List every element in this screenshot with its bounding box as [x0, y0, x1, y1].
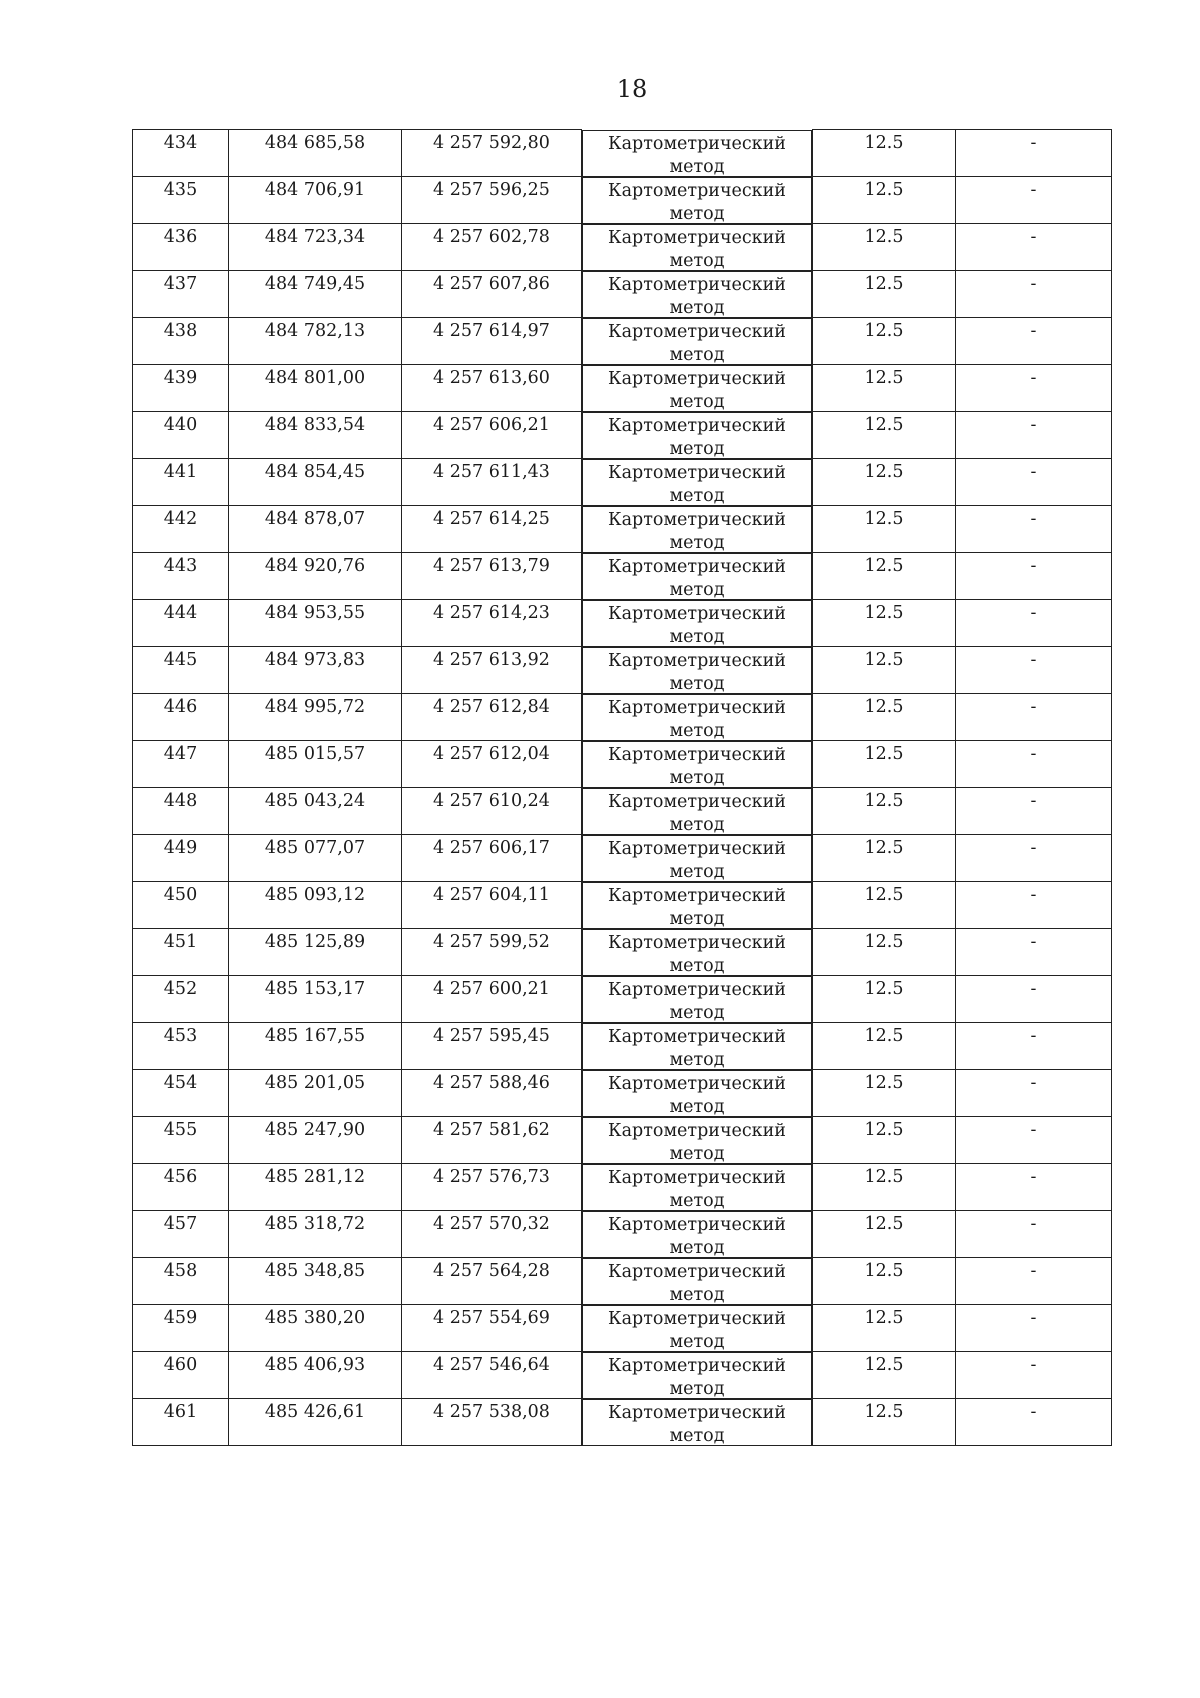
method-cell: Картометрический метод [582, 1399, 812, 1446]
method-cell: Картометрический метод [582, 976, 812, 1023]
x-coordinate-cell: 484 878,07 [229, 506, 402, 553]
method-cell: Картометрический метод [582, 1352, 812, 1399]
method-cell: Картометрический метод [582, 1211, 812, 1258]
x-coordinate-cell: 484 723,34 [229, 224, 402, 271]
y-coordinate-cell: 4 257 564,28 [402, 1258, 582, 1305]
accuracy-cell: 12.5 [813, 318, 956, 365]
table-row [133, 1352, 1112, 1399]
x-coordinate-cell: 485 043,24 [229, 788, 402, 835]
accuracy-cell: 12.5 [813, 1211, 956, 1258]
note-cell: - [956, 1399, 1112, 1446]
accuracy-cell: 12.5 [813, 553, 956, 600]
y-coordinate-cell: 4 257 581,62 [402, 1117, 582, 1164]
table-row [133, 741, 1112, 788]
y-coordinate-cell: 4 257 600,21 [402, 976, 582, 1023]
table-row [133, 506, 1112, 553]
note-cell: - [956, 1070, 1112, 1117]
method-cell: Картометрический метод [582, 224, 812, 271]
note-cell: - [956, 412, 1112, 459]
method-cell: Картометрический метод [582, 412, 812, 459]
accuracy-cell: 12.5 [813, 177, 956, 224]
x-coordinate-cell: 484 920,76 [229, 553, 402, 600]
note-cell: - [956, 506, 1112, 553]
method-cell: Картометрический метод [582, 647, 812, 694]
x-coordinate-cell: 485 318,72 [229, 1211, 402, 1258]
method-cell: Картометрический метод [582, 365, 812, 412]
point-number-cell: 453 [133, 1023, 229, 1070]
x-coordinate-cell: 484 833,54 [229, 412, 402, 459]
accuracy-cell: 12.5 [813, 224, 956, 271]
y-coordinate-cell: 4 257 554,69 [402, 1305, 582, 1352]
x-coordinate-cell: 484 953,55 [229, 600, 402, 647]
point-number-cell: 459 [133, 1305, 229, 1352]
point-number-cell: 440 [133, 412, 229, 459]
note-cell: - [956, 741, 1112, 788]
method-cell: Картометрический метод [582, 1164, 812, 1211]
accuracy-cell: 12.5 [813, 647, 956, 694]
method-cell: Картометрический метод [582, 1023, 812, 1070]
note-cell: - [956, 553, 1112, 600]
accuracy-cell: 12.5 [813, 788, 956, 835]
note-cell: - [956, 788, 1112, 835]
y-coordinate-cell: 4 257 606,21 [402, 412, 582, 459]
point-number-cell: 438 [133, 318, 229, 365]
table-row [133, 412, 1112, 459]
accuracy-cell: 12.5 [813, 600, 956, 647]
y-coordinate-cell: 4 257 612,84 [402, 694, 582, 741]
note-cell: - [956, 835, 1112, 882]
point-number-cell: 458 [133, 1258, 229, 1305]
y-coordinate-cell: 4 257 614,97 [402, 318, 582, 365]
x-coordinate-cell: 485 153,17 [229, 976, 402, 1023]
accuracy-cell: 12.5 [813, 1023, 956, 1070]
note-cell: - [956, 224, 1112, 271]
point-number-cell: 460 [133, 1352, 229, 1399]
y-coordinate-cell: 4 257 613,79 [402, 553, 582, 600]
y-coordinate-cell: 4 257 538,08 [402, 1399, 582, 1446]
method-cell: Картометрический метод [582, 459, 812, 506]
y-coordinate-cell: 4 257 613,92 [402, 647, 582, 694]
method-cell: Картометрический метод [582, 271, 812, 318]
method-cell: Картометрический метод [582, 600, 812, 647]
x-coordinate-cell: 484 854,45 [229, 459, 402, 506]
table-row [133, 788, 1112, 835]
note-cell: - [956, 929, 1112, 976]
point-number-cell: 447 [133, 741, 229, 788]
accuracy-cell: 12.5 [813, 130, 956, 177]
table-row [133, 1399, 1112, 1446]
accuracy-cell: 12.5 [813, 835, 956, 882]
x-coordinate-cell: 484 782,13 [229, 318, 402, 365]
accuracy-cell: 12.5 [813, 694, 956, 741]
point-number-cell: 439 [133, 365, 229, 412]
y-coordinate-cell: 4 257 596,25 [402, 177, 582, 224]
x-coordinate-cell: 485 015,57 [229, 741, 402, 788]
note-cell: - [956, 1164, 1112, 1211]
coordinates-table-body [133, 130, 1112, 1446]
method-cell: Картометрический метод [582, 1070, 812, 1117]
x-coordinate-cell: 485 380,20 [229, 1305, 402, 1352]
y-coordinate-cell: 4 257 588,46 [402, 1070, 582, 1117]
point-number-cell: 457 [133, 1211, 229, 1258]
y-coordinate-cell: 4 257 607,86 [402, 271, 582, 318]
note-cell: - [956, 600, 1112, 647]
accuracy-cell: 12.5 [813, 271, 956, 318]
accuracy-cell: 12.5 [813, 412, 956, 459]
point-number-cell: 450 [133, 882, 229, 929]
accuracy-cell: 12.5 [813, 459, 956, 506]
method-cell: Картометрический метод [582, 1258, 812, 1305]
note-cell: - [956, 365, 1112, 412]
method-cell: Картометрический метод [582, 741, 812, 788]
point-number-cell: 443 [133, 553, 229, 600]
y-coordinate-cell: 4 257 570,32 [402, 1211, 582, 1258]
point-number-cell: 435 [133, 177, 229, 224]
x-coordinate-cell: 485 348,85 [229, 1258, 402, 1305]
x-coordinate-cell: 484 973,83 [229, 647, 402, 694]
accuracy-cell: 12.5 [813, 882, 956, 929]
accuracy-cell: 12.5 [813, 976, 956, 1023]
note-cell: - [956, 318, 1112, 365]
page-number: 18 [616, 75, 648, 103]
x-coordinate-cell: 485 167,55 [229, 1023, 402, 1070]
table-row [133, 1023, 1112, 1070]
method-cell: Картометрический метод [582, 1117, 812, 1164]
x-coordinate-cell: 485 281,12 [229, 1164, 402, 1211]
x-coordinate-cell: 484 801,00 [229, 365, 402, 412]
y-coordinate-cell: 4 257 576,73 [402, 1164, 582, 1211]
point-number-cell: 444 [133, 600, 229, 647]
table-row [133, 1070, 1112, 1117]
table-row [133, 224, 1112, 271]
method-cell: Картометрический метод [582, 694, 812, 741]
y-coordinate-cell: 4 257 610,24 [402, 788, 582, 835]
note-cell: - [956, 1258, 1112, 1305]
accuracy-cell: 12.5 [813, 365, 956, 412]
table-row [133, 882, 1112, 929]
table-row [133, 271, 1112, 318]
note-cell: - [956, 1352, 1112, 1399]
y-coordinate-cell: 4 257 614,25 [402, 506, 582, 553]
table-row [133, 835, 1112, 882]
point-number-cell: 434 [133, 130, 229, 177]
table-row [133, 365, 1112, 412]
table-row [133, 1117, 1112, 1164]
y-coordinate-cell: 4 257 599,52 [402, 929, 582, 976]
note-cell: - [956, 694, 1112, 741]
point-number-cell: 436 [133, 224, 229, 271]
method-cell: Картометрический метод [582, 929, 812, 976]
point-number-cell: 451 [133, 929, 229, 976]
point-number-cell: 446 [133, 694, 229, 741]
y-coordinate-cell: 4 257 613,60 [402, 365, 582, 412]
accuracy-cell: 12.5 [813, 929, 956, 976]
y-coordinate-cell: 4 257 592,80 [402, 130, 582, 177]
x-coordinate-cell: 485 125,89 [229, 929, 402, 976]
x-coordinate-cell: 485 426,61 [229, 1399, 402, 1446]
note-cell: - [956, 1117, 1112, 1164]
note-cell: - [956, 130, 1112, 177]
method-cell: Картометрический метод [582, 835, 812, 882]
note-cell: - [956, 271, 1112, 318]
point-number-cell: 461 [133, 1399, 229, 1446]
y-coordinate-cell: 4 257 614,23 [402, 600, 582, 647]
accuracy-cell: 12.5 [813, 1258, 956, 1305]
note-cell: - [956, 1023, 1112, 1070]
point-number-cell: 437 [133, 271, 229, 318]
y-coordinate-cell: 4 257 604,11 [402, 882, 582, 929]
table-row [133, 647, 1112, 694]
point-number-cell: 449 [133, 835, 229, 882]
x-coordinate-cell: 484 995,72 [229, 694, 402, 741]
method-cell: Картометрический метод [582, 130, 812, 177]
accuracy-cell: 12.5 [813, 1070, 956, 1117]
method-cell: Картометрический метод [582, 506, 812, 553]
accuracy-cell: 12.5 [813, 1117, 956, 1164]
x-coordinate-cell: 485 093,12 [229, 882, 402, 929]
note-cell: - [956, 1305, 1112, 1352]
point-number-cell: 454 [133, 1070, 229, 1117]
x-coordinate-cell: 484 685,58 [229, 130, 402, 177]
point-number-cell: 441 [133, 459, 229, 506]
y-coordinate-cell: 4 257 546,64 [402, 1352, 582, 1399]
accuracy-cell: 12.5 [813, 1399, 956, 1446]
method-cell: Картометрический метод [582, 882, 812, 929]
note-cell: - [956, 459, 1112, 506]
accuracy-cell: 12.5 [813, 741, 956, 788]
y-coordinate-cell: 4 257 606,17 [402, 835, 582, 882]
table-row [133, 1164, 1112, 1211]
x-coordinate-cell: 485 077,07 [229, 835, 402, 882]
point-number-cell: 445 [133, 647, 229, 694]
note-cell: - [956, 976, 1112, 1023]
x-coordinate-cell: 485 247,90 [229, 1117, 402, 1164]
table-row [133, 976, 1112, 1023]
accuracy-cell: 12.5 [813, 506, 956, 553]
accuracy-cell: 12.5 [813, 1305, 956, 1352]
point-number-cell: 455 [133, 1117, 229, 1164]
y-coordinate-cell: 4 257 612,04 [402, 741, 582, 788]
method-cell: Картометрический метод [582, 553, 812, 600]
point-number-cell: 452 [133, 976, 229, 1023]
x-coordinate-cell: 485 201,05 [229, 1070, 402, 1117]
table-row [133, 600, 1112, 647]
method-cell: Картометрический метод [582, 1305, 812, 1352]
y-coordinate-cell: 4 257 611,43 [402, 459, 582, 506]
method-cell: Картометрический метод [582, 318, 812, 365]
table-row [133, 694, 1112, 741]
table-row [133, 553, 1112, 600]
y-coordinate-cell: 4 257 602,78 [402, 224, 582, 271]
table-row [133, 177, 1112, 224]
table-row [133, 459, 1112, 506]
table-row [133, 130, 1112, 177]
note-cell: - [956, 1211, 1112, 1258]
table-row [133, 1305, 1112, 1352]
method-cell: Картометрический метод [582, 177, 812, 224]
x-coordinate-cell: 484 706,91 [229, 177, 402, 224]
note-cell: - [956, 177, 1112, 224]
point-number-cell: 456 [133, 1164, 229, 1211]
method-cell: Картометрический метод [582, 788, 812, 835]
note-cell: - [956, 882, 1112, 929]
accuracy-cell: 12.5 [813, 1164, 956, 1211]
point-number-cell: 448 [133, 788, 229, 835]
table-row [133, 318, 1112, 365]
accuracy-cell: 12.5 [813, 1352, 956, 1399]
x-coordinate-cell: 484 749,45 [229, 271, 402, 318]
note-cell: - [956, 647, 1112, 694]
table-row [133, 1258, 1112, 1305]
x-coordinate-cell: 485 406,93 [229, 1352, 402, 1399]
y-coordinate-cell: 4 257 595,45 [402, 1023, 582, 1070]
point-number-cell: 442 [133, 506, 229, 553]
table-row [133, 1211, 1112, 1258]
table-row [133, 929, 1112, 976]
coordinates-table [132, 129, 1112, 1446]
